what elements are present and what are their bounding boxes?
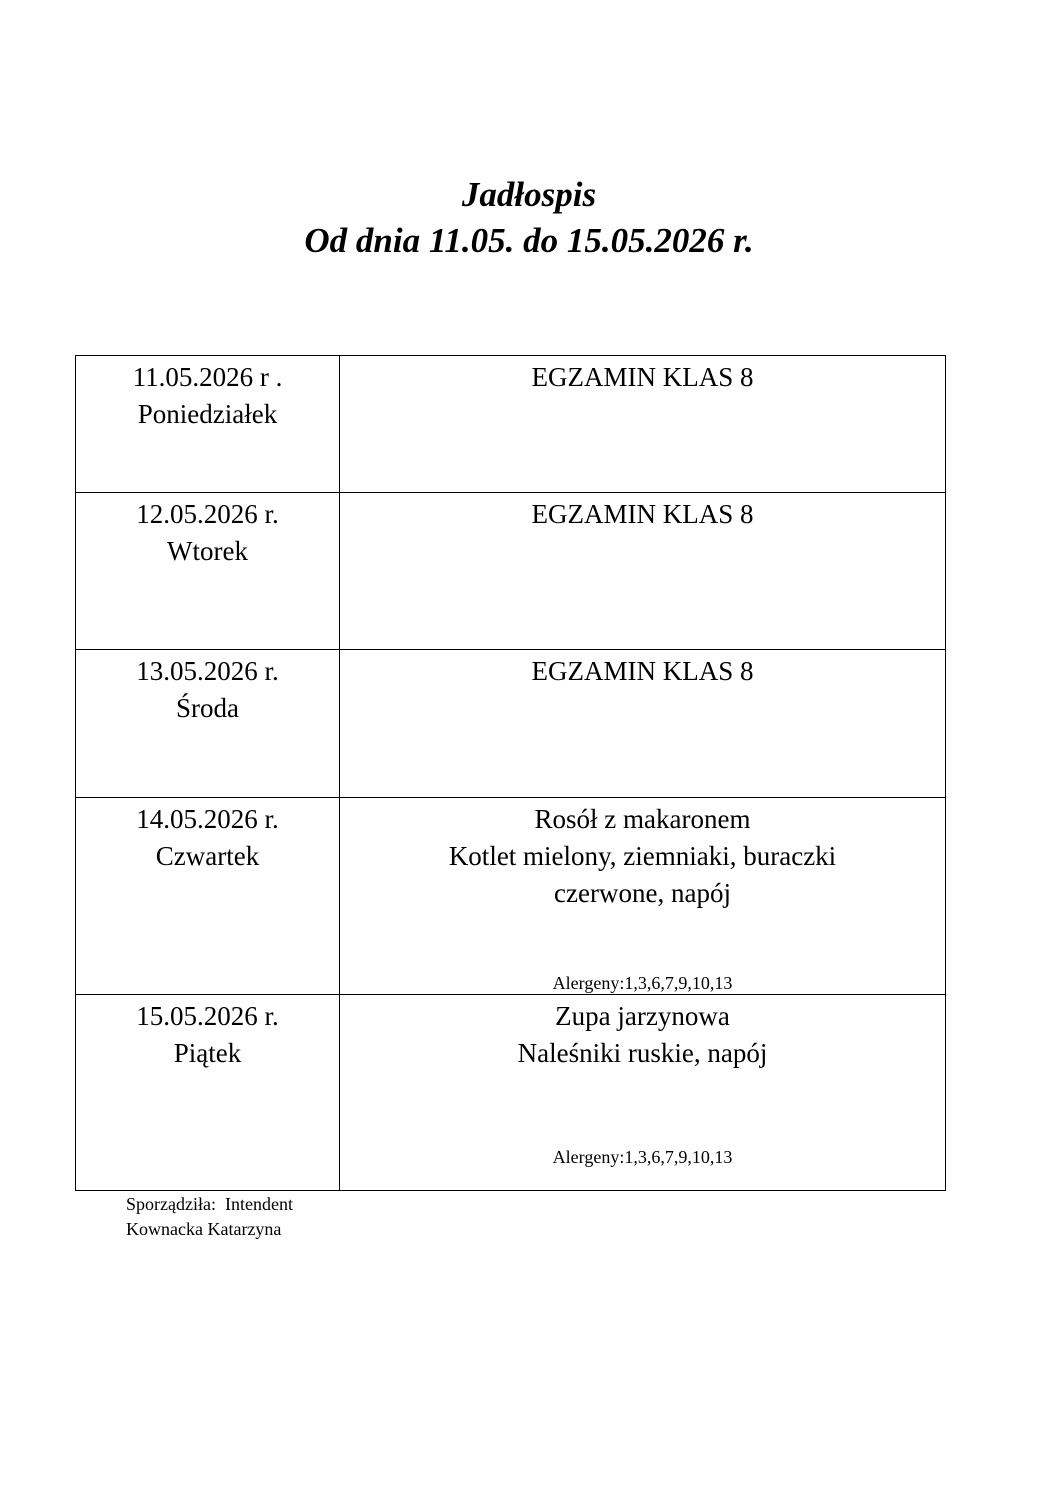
meal-line: czerwone, napój [554, 878, 731, 908]
document-subtitle: Od dnia 11.05. do 15.05.2026 r. [304, 221, 754, 260]
weekday-label: Czwartek [155, 841, 260, 871]
day-cell [76, 798, 340, 995]
meal-line: EGZAMIN KLAS 8 [531, 656, 754, 686]
prepared-by-label: Sporządziła: Intendent [126, 1194, 293, 1214]
meal-line: Naleśniki ruskie, napój [517, 1038, 768, 1068]
table-row [76, 493, 946, 650]
meal-line: EGZAMIN KLAS 8 [531, 499, 754, 529]
meal-cell [340, 995, 946, 1191]
menu-table [75, 355, 946, 1191]
allergens-note: Alergeny:1,3,6,7,9,10,13 [552, 1147, 733, 1167]
meal-cell [340, 356, 946, 493]
weekday-label: Poniedziałek [137, 399, 278, 429]
table-row [76, 356, 946, 493]
weekday-label: Piątek [173, 1038, 242, 1068]
day-cell [76, 493, 340, 650]
date-label: 12.05.2026 r. [136, 499, 279, 529]
date-label: 14.05.2026 r. [136, 804, 279, 834]
weekday-label: Środa [176, 693, 239, 723]
meal-line: EGZAMIN KLAS 8 [531, 362, 754, 392]
meal-cell [340, 798, 946, 995]
weekday-label: Wtorek [167, 536, 248, 566]
day-cell [76, 995, 340, 1191]
meal-line: Zupa jarzynowa [555, 1001, 730, 1031]
table-row [76, 995, 946, 1191]
meal-cell [340, 650, 946, 798]
meal-line: Kotlet mielony, ziemniaki, buraczki [448, 841, 837, 871]
meal-cell [340, 493, 946, 650]
date-label: 15.05.2026 r. [136, 1001, 279, 1031]
date-label: 11.05.2026 r . [132, 362, 283, 392]
table-row [76, 798, 946, 995]
day-cell [76, 356, 340, 493]
day-cell [76, 650, 340, 798]
author-name: Kownacka Katarzyna [126, 1219, 282, 1239]
date-label: 13.05.2026 r. [136, 656, 279, 686]
allergens-note: Alergeny:1,3,6,7,9,10,13 [552, 973, 733, 993]
document-title: Jadłospis [461, 175, 597, 214]
table-row [76, 650, 946, 798]
meal-line: Rosół z makaronem [534, 804, 751, 834]
